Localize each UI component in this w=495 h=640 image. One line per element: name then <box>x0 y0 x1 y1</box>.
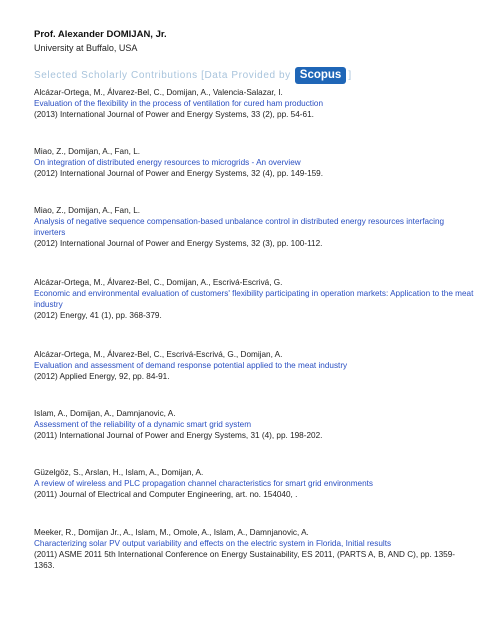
publication-source: (2012) International Journal of Power and Energy Systems, 32 (3), pp. 100-112. <box>34 239 323 248</box>
publication-authors: Meeker, R., Domijan Jr., A., Islam, M., Omole, A., Islam, A., Damnjanovic, A. <box>34 528 309 537</box>
author-affiliation: University at Buffalo, USA <box>34 43 138 53</box>
publication-title-link[interactable]: Economic and environmental evaluation of customers' flexibility participating in operation markets: Application to the meat industry <box>34 289 474 309</box>
publication-title-link[interactable]: A review of wireless and PLC propagation channel characteristics for smart grid environments <box>34 479 374 488</box>
publication-authors: Alcázar-Ortega, M., Álvarez-Bel, C., Escrivá-Escrivá, G., Domijan, A. <box>34 350 283 359</box>
publication-authors: Miao, Z., Domijan, A., Fan, L. <box>34 206 141 215</box>
publication-item <box>34 349 474 382</box>
author-name: Prof. Alexander DOMIJAN, Jr. <box>34 29 167 40</box>
publication-authors: Alcázar-Ortega, M., Álvarez-Bel, C., Domijan, A., Escrivá-Escrivá, G. <box>34 278 283 287</box>
publication-title-link[interactable]: Evaluation of the flexibility in the process of ventilation for cured ham production <box>34 99 323 108</box>
publication-title-link[interactable]: Evaluation and assessment of demand response potential applied to the meat industry <box>34 361 348 370</box>
publication-source: (2012) International Journal of Power and Energy Systems, 32 (4), pp. 149-159. <box>34 169 324 178</box>
section-title-suffix: ] <box>348 69 352 81</box>
publication-item <box>34 467 474 500</box>
profile-header <box>34 28 474 86</box>
publication-source: (2013) International Journal of Power and Energy Systems, 33 (2), pp. 54-61. <box>34 110 314 119</box>
scopus-logo: Scopus <box>295 67 347 84</box>
publication-authors: Güzelgöz, S., Arslan, H., Islam, A., Domijan, A. <box>34 468 204 477</box>
publication-item <box>34 277 474 321</box>
publication-title-link[interactable]: Characterizing solar PV output variability and effects on the electric system in Florida, Initial results <box>34 539 392 548</box>
publication-source: (2012) Energy, 41 (1), pp. 368-379. <box>34 311 162 320</box>
publication-title-link[interactable]: Analysis of negative sequence compensation-based unbalance control in distributed energy resources interfacing inverters <box>34 217 445 237</box>
publication-authors: Alcázar-Ortega, M., Álvarez-Bel, C., Domijan, A., Valencia-Salazar, I. <box>34 88 283 97</box>
publication-title-link[interactable]: On integration of distributed energy resources to microgrids - An overview <box>34 158 301 167</box>
publication-item <box>34 146 474 179</box>
publication-source: (2011) Journal of Electrical and Computer Engineering, art. no. 154040, . <box>34 490 298 499</box>
publication-item <box>34 408 474 441</box>
publication-source: (2011) ASME 2011 5th International Conference on Energy Sustainability, ES 2011, (PARTS A, B, AND C), pp. 1359-1363. <box>34 550 455 570</box>
section-title-prefix: Selected Scholarly Contributions [Data Provided by <box>34 69 291 81</box>
publication-authors: Islam, A., Domijan, A., Damnjanovic, A. <box>34 409 176 418</box>
publication-authors: Miao, Z., Domijan, A., Fan, L. <box>34 147 141 156</box>
publication-item <box>34 205 474 249</box>
section-title <box>34 64 474 86</box>
publication-item <box>34 87 474 120</box>
publication-item <box>34 527 474 571</box>
publication-source: (2012) Applied Energy, 92, pp. 84-91. <box>34 372 170 381</box>
publication-source: (2011) International Journal of Power and Energy Systems, 31 (4), pp. 198-202. <box>34 431 323 440</box>
publication-title-link[interactable]: Assessment of the reliability of a dynamic smart grid system <box>34 420 252 429</box>
